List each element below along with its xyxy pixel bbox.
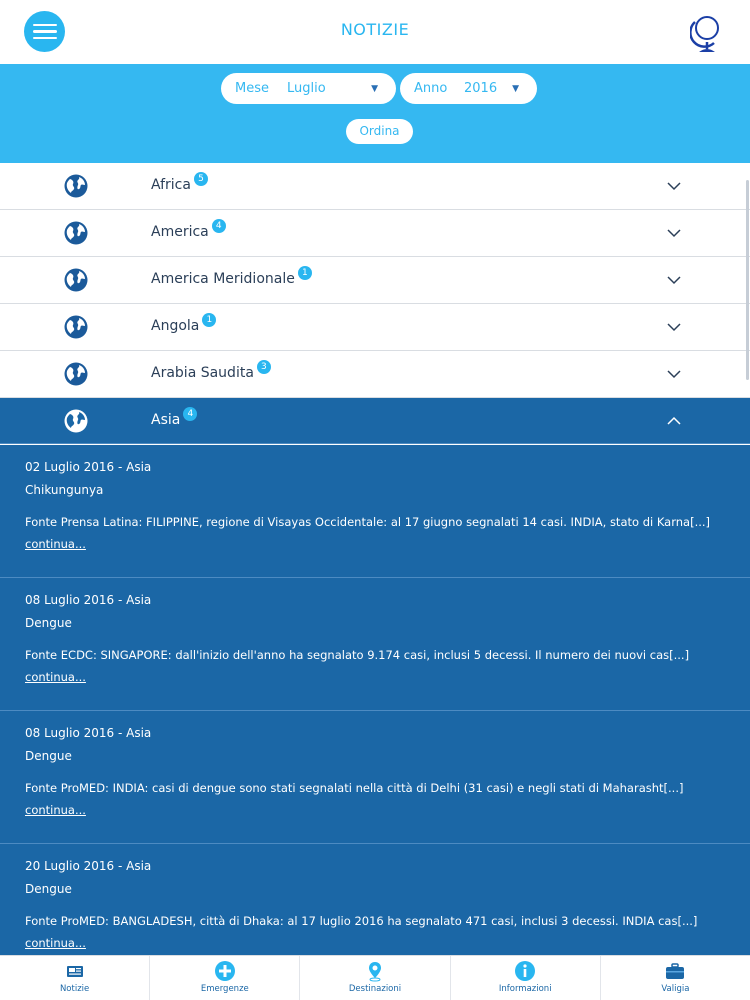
plus-circle-icon (214, 960, 236, 982)
read-more-link[interactable]: continua... (25, 670, 86, 684)
caret-down-icon: ▼ (512, 83, 519, 94)
count-badge: 4 (212, 219, 226, 233)
globe-icon (64, 362, 88, 386)
news-date: 20 Luglio 2016 - Asia (25, 859, 152, 873)
globe-icon (64, 409, 88, 433)
news-item (0, 578, 750, 711)
scrollbar[interactable] (746, 180, 749, 380)
region-row-africa[interactable] (0, 163, 750, 210)
newspaper-icon (64, 960, 86, 982)
globe-stand-icon[interactable] (690, 10, 724, 56)
news-disease: Dengue (25, 616, 72, 630)
region-name: America Meridionale 1 (151, 271, 312, 287)
news-summary: Fonte ECDC: SINGAPORE: dall'inizio dell'anno ha segnalato 9.174 casi, inclusi 5 decessi. Il numero dei nuovi cas[...] (25, 648, 690, 662)
news-date: 02 Luglio 2016 - Asia (25, 460, 152, 474)
tab-notizie[interactable] (0, 956, 150, 1000)
chevron-down-icon (667, 181, 681, 191)
count-badge: 1 (298, 266, 312, 280)
count-badge: 1 (202, 313, 216, 327)
read-more-link[interactable]: continua... (25, 537, 86, 551)
news-date: 08 Luglio 2016 - Asia (25, 726, 152, 740)
news-disease: Chikungunya (25, 483, 104, 497)
tab-label: Destinazioni (348, 984, 402, 994)
year-select[interactable] (400, 73, 537, 104)
map-pin-icon (364, 960, 386, 982)
tab-destinazioni[interactable] (300, 956, 450, 1000)
count-badge: 4 (183, 407, 197, 421)
chevron-up-icon (667, 416, 681, 426)
news-summary: Fonte ProMED: INDIA: casi di dengue sono stati segnalati nella città di Delhi (31 casi) e negli stati di Maharasht[...] (25, 781, 684, 795)
region-row-asia[interactable] (0, 398, 750, 444)
region-list (0, 163, 750, 444)
tab-label: Informazioni (498, 984, 552, 994)
news-disease: Dengue (25, 882, 72, 896)
caret-down-icon: ▼ (371, 83, 378, 94)
globe-icon (64, 315, 88, 339)
tab-informazioni[interactable] (451, 956, 601, 1000)
count-badge: 5 (194, 172, 208, 186)
sort-button[interactable]: Ordina (346, 119, 413, 144)
chevron-down-icon (667, 228, 681, 238)
tab-emergenze[interactable] (150, 956, 300, 1000)
tab-label: Valigia (661, 984, 690, 994)
tab-label: Emergenze (200, 984, 249, 994)
chevron-down-icon (667, 322, 681, 332)
news-item (0, 844, 750, 955)
page-title: NOTIZIE (340, 20, 410, 39)
month-value: Luglio (287, 81, 326, 96)
tab-label: Notizie (59, 984, 90, 994)
region-name: Arabia Saudita 3 (151, 365, 271, 381)
news-item (0, 711, 750, 844)
chevron-down-icon (667, 275, 681, 285)
region-name: Asia 4 (151, 412, 197, 428)
read-more-link[interactable]: continua... (25, 803, 86, 817)
news-summary: Fonte Prensa Latina: FILIPPINE, regione di Visayas Occidentale: al 17 giugno segnalati 14 casi. INDIA, stato di Karna[...] (25, 515, 711, 529)
year-value: 2016 (464, 81, 498, 96)
news-disease: Dengue (25, 749, 72, 763)
month-label: Mese (235, 81, 269, 96)
news-date: 08 Luglio 2016 - Asia (25, 593, 152, 607)
globe-icon (64, 174, 88, 198)
globe-icon (64, 221, 88, 245)
count-badge: 3 (257, 360, 271, 374)
tab-valigia[interactable] (601, 956, 750, 1000)
region-row-america-meridionale[interactable] (0, 257, 750, 304)
news-list (0, 445, 750, 955)
region-name: Angola 1 (151, 318, 216, 334)
news-summary: Fonte ProMED: BANGLADESH, città di Dhaka: al 17 luglio 2016 ha segnalato 471 casi, inclusi 3 decessi. INDIA cas[...] (25, 914, 698, 928)
filter-bar (0, 64, 750, 163)
chevron-down-icon (667, 369, 681, 379)
year-label: Anno (414, 81, 448, 96)
region-row-arabia-saudita[interactable] (0, 351, 750, 398)
read-more-link[interactable]: continua... (25, 936, 86, 950)
globe-icon (64, 268, 88, 292)
bottom-tab-bar (0, 955, 750, 1000)
suitcase-icon (664, 960, 686, 982)
region-name: America 4 (151, 224, 226, 240)
app-header (0, 0, 750, 64)
region-name: Africa 5 (151, 177, 208, 193)
info-icon (514, 960, 536, 982)
region-row-angola[interactable] (0, 304, 750, 351)
region-row-america[interactable] (0, 210, 750, 257)
month-select[interactable] (221, 73, 396, 104)
news-item (0, 445, 750, 578)
